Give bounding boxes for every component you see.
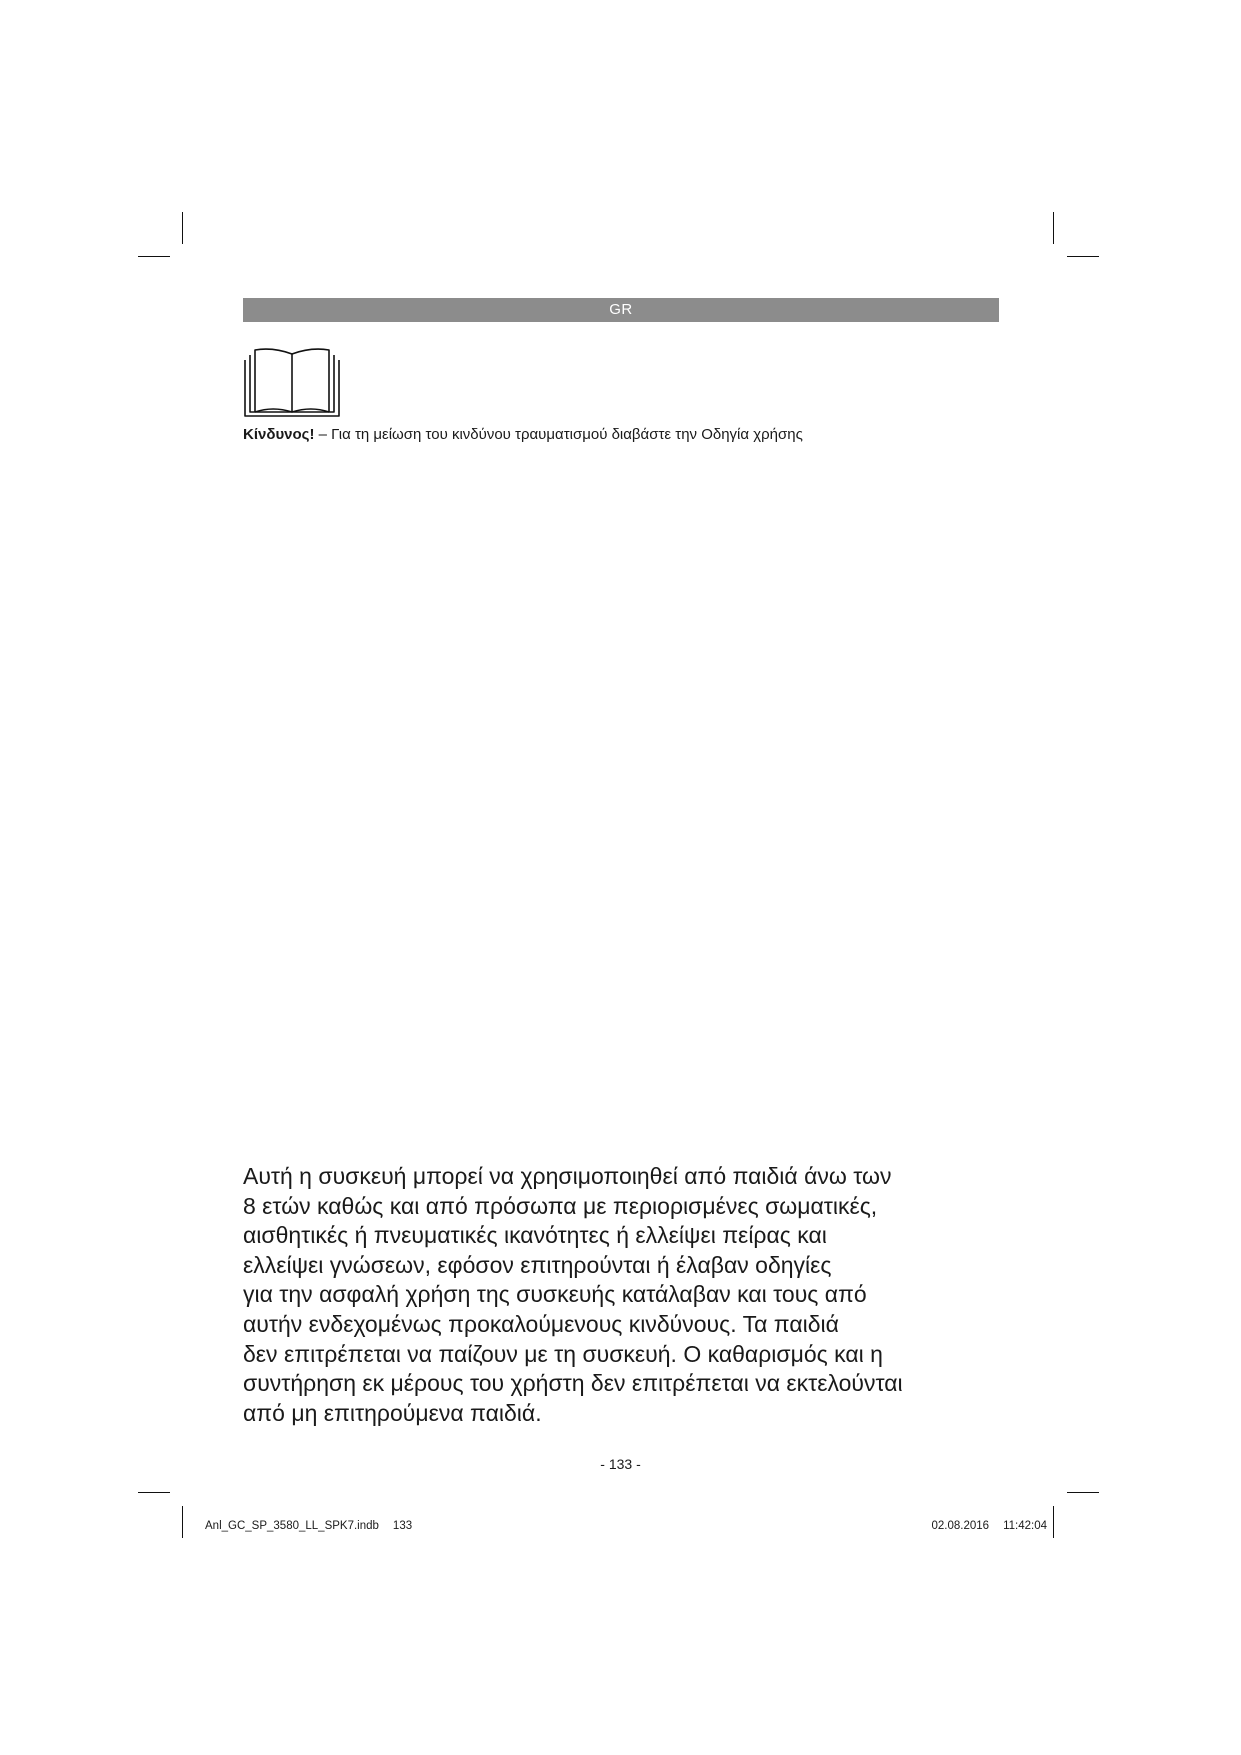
paragraph-line: Αυτή η συσκευή μπορεί να χρησιμοποιηθεί από παιδιά άνω των [243, 1163, 892, 1189]
page-number: - 133 - [600, 1456, 641, 1472]
crop-mark-bottom-left-horizontal [138, 1492, 170, 1493]
language-header-bar [243, 298, 999, 322]
print-slug-file [205, 1520, 412, 1532]
crop-mark-bottom-right-horizontal [1067, 1492, 1099, 1493]
paragraph-line: από μη επιτηρούμενα παιδιά. [243, 1399, 542, 1426]
crop-mark-top-right-vertical [1053, 212, 1054, 244]
paragraph-line: αυτήν ενδεχομένως προκαλούμενους κινδύνους. Τα παιδιά [243, 1310, 839, 1337]
paragraph-line: συντήρηση εκ μέρους του χρήστη δεν επιτρέπεται να εκτελούνται [243, 1370, 903, 1397]
crop-mark-top-right-horizontal [1067, 256, 1099, 257]
paragraph-line: αισθητικές ή πνευματικές ικανότητες ή ελλείψει πείρας και [243, 1222, 827, 1249]
crop-mark-top-left-horizontal [138, 256, 170, 257]
language-code: GR [609, 301, 633, 318]
slug-date: 02.08.2016 [931, 1520, 990, 1532]
open-book-icon [243, 346, 341, 418]
slug-time: 11:42:04 [1003, 1520, 1047, 1532]
crop-mark-bottom-left-vertical [182, 1506, 183, 1538]
warning-line [243, 424, 803, 446]
warning-text: – Για τη μείωση του κινδύνου τραυματισμού διαβάστε την Οδηγία χρήσης [318, 426, 803, 443]
warning-label: Κίνδυνος! [243, 426, 315, 443]
slug-file-page: 133 [392, 1520, 413, 1532]
paragraph-line: για την ασφαλή χρήση της συσκευής κατάλαβαν και τους από [243, 1281, 867, 1308]
slug-file-name: Anl_GC_SP_3580_LL_SPK7.indb [205, 1520, 379, 1532]
crop-mark-bottom-right-vertical [1053, 1506, 1054, 1538]
paragraph-line: 8 ετών καθώς και από πρόσωπα με περιορισμένες σωματικές, [243, 1192, 878, 1219]
paragraph-line: ελλείψει γνώσεων, εφόσον επιτηρούνται ή έλαβαν οδηγίες [243, 1251, 832, 1278]
safety-paragraph [243, 1162, 1003, 1428]
print-slug-timestamp [932, 1520, 1047, 1532]
crop-mark-top-left-vertical [182, 212, 183, 244]
paragraph-line: δεν επιτρέπεται να παίζουν με τη συσκευή. Ο καθαρισμός και η [243, 1340, 883, 1367]
